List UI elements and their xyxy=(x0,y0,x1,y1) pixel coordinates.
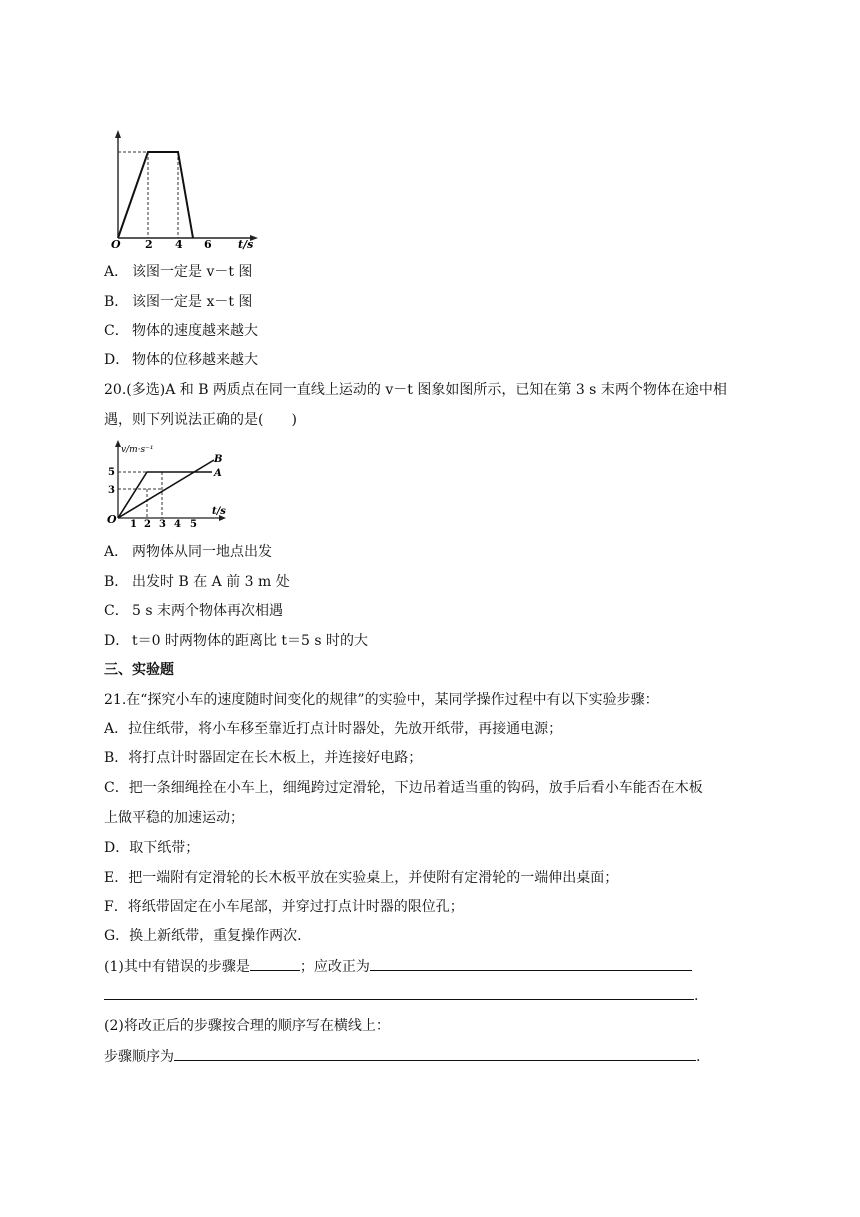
q21-step-b: B．将打点计时器固定在长木板上，并连接好电路； xyxy=(104,750,423,766)
q19-option-c xyxy=(104,321,258,341)
option-label: A． xyxy=(104,544,129,560)
q20-option-c xyxy=(104,601,283,621)
section-heading-experiment: 三、实验题 xyxy=(104,662,174,678)
q19-option-a xyxy=(104,262,252,282)
xtick-5: 5 xyxy=(190,519,197,530)
option-text: 该图一定是 x－t 图 xyxy=(132,294,253,310)
origin-label: O xyxy=(111,238,121,250)
xaxis-label: t/s xyxy=(212,506,226,517)
q21-sub1 xyxy=(104,956,692,977)
series-a-line xyxy=(118,472,212,518)
option-label: B． xyxy=(104,294,129,310)
yaxis-label: v/m·s⁻¹ xyxy=(121,445,154,455)
option-text: 5 s 末两个物体再次相遇 xyxy=(132,603,283,619)
ytick-5: 5 xyxy=(108,467,115,478)
option-label: A． xyxy=(104,264,129,280)
xtick-2: 2 xyxy=(144,519,151,530)
xaxis-label: t/s xyxy=(238,238,254,250)
option-label: B． xyxy=(104,574,129,590)
answer-blank-correction[interactable] xyxy=(370,956,692,971)
option-label: C． xyxy=(104,323,129,339)
xtick-2: 2 xyxy=(145,238,153,250)
q21-step-f: F．将纸带固定在小车尾部，并穿过打点计时器的限位孔； xyxy=(104,899,464,915)
xtick-1: 1 xyxy=(130,519,137,530)
xtick-4: 4 xyxy=(175,238,183,250)
q21-sub1-cont xyxy=(104,985,698,1006)
q21-step-d: D．取下纸带； xyxy=(104,840,200,856)
option-text: 两物体从同一地点出发 xyxy=(132,544,272,560)
graph-line xyxy=(118,152,193,238)
xtick-4: 4 xyxy=(174,519,181,530)
origin-label: O xyxy=(107,513,117,526)
q21-step-c-cont: 上做平稳的加速运动； xyxy=(104,810,244,826)
option-text: t＝0 时两物体的距离比 t＝5 s 时的大 xyxy=(132,633,369,649)
answer-blank-wrong-step[interactable] xyxy=(250,956,300,971)
xtick-6: 6 xyxy=(204,238,212,250)
q21-step-e: E．把一端附有定滑轮的长木板平放在实验桌上，并使附有定滑轮的一端伸出桌面； xyxy=(104,870,619,886)
option-text: 物体的速度越来越大 xyxy=(132,323,258,339)
ytick-3: 3 xyxy=(108,485,115,496)
figure-vt-graph xyxy=(104,438,234,530)
q21-step-a: A．拉住纸带，将小车移至靠近打点计时器处，先放开纸带，再接通电源； xyxy=(104,721,563,737)
q21-step-c: C．把一条细绳拴在小车上，细绳跨过定滑轮，下边吊着适当重的钩码，放手后看小车能否在木板 xyxy=(104,780,703,796)
q19-option-d xyxy=(104,350,258,370)
option-text: 该图一定是 v－t 图 xyxy=(132,264,253,280)
sub1-prefix: (1)其中有错误的步骤是 xyxy=(104,959,250,975)
answer-blank-correction-cont[interactable] xyxy=(104,985,694,1000)
option-label: D． xyxy=(104,633,130,649)
sub2-prefix: 步骤顺序为 xyxy=(104,1049,174,1065)
q21-sub2: (2)将改正后的步骤按合理的顺序写在横线上： xyxy=(104,1018,390,1034)
sub1-end: . xyxy=(694,988,699,1004)
q21-step-g: G．换上新纸带，重复操作两次. xyxy=(104,928,302,944)
xtick-3: 3 xyxy=(159,519,166,530)
q20-option-a xyxy=(104,542,272,562)
figure-trapezoid-graph xyxy=(108,128,268,250)
sub2-end: . xyxy=(696,1049,701,1065)
sub1-middle: ；应改正为 xyxy=(299,959,370,975)
y-axis-arrow xyxy=(115,130,121,138)
answer-blank-order[interactable] xyxy=(174,1046,696,1061)
series-b-line xyxy=(118,460,214,518)
q19-option-b xyxy=(104,292,252,312)
q20-option-d xyxy=(104,631,368,651)
q21-sub2-answer xyxy=(104,1046,700,1067)
option-label: D． xyxy=(104,352,130,368)
option-text: 出发时 B 在 A 前 3 m 处 xyxy=(132,574,290,590)
option-label: C． xyxy=(104,603,129,619)
q20-stem-line2: 遇，则下列说法正确的是( ) xyxy=(104,412,297,428)
q21-stem: 21.在“探究小车的速度随时间变化的规律”的实验中，某同学操作过程中有以下实验步骤： xyxy=(104,692,659,708)
series-a-label: A xyxy=(214,468,222,479)
option-text: 物体的位移越来越大 xyxy=(132,352,258,368)
q20-option-b xyxy=(104,572,290,592)
q20-stem-line1: 20.(多选)A 和 B 两质点在同一直线上运动的 v－t 图象如图所示，已知在第 3 s 末两个物体在途中相 xyxy=(104,382,727,398)
series-b-label: B xyxy=(214,454,223,465)
